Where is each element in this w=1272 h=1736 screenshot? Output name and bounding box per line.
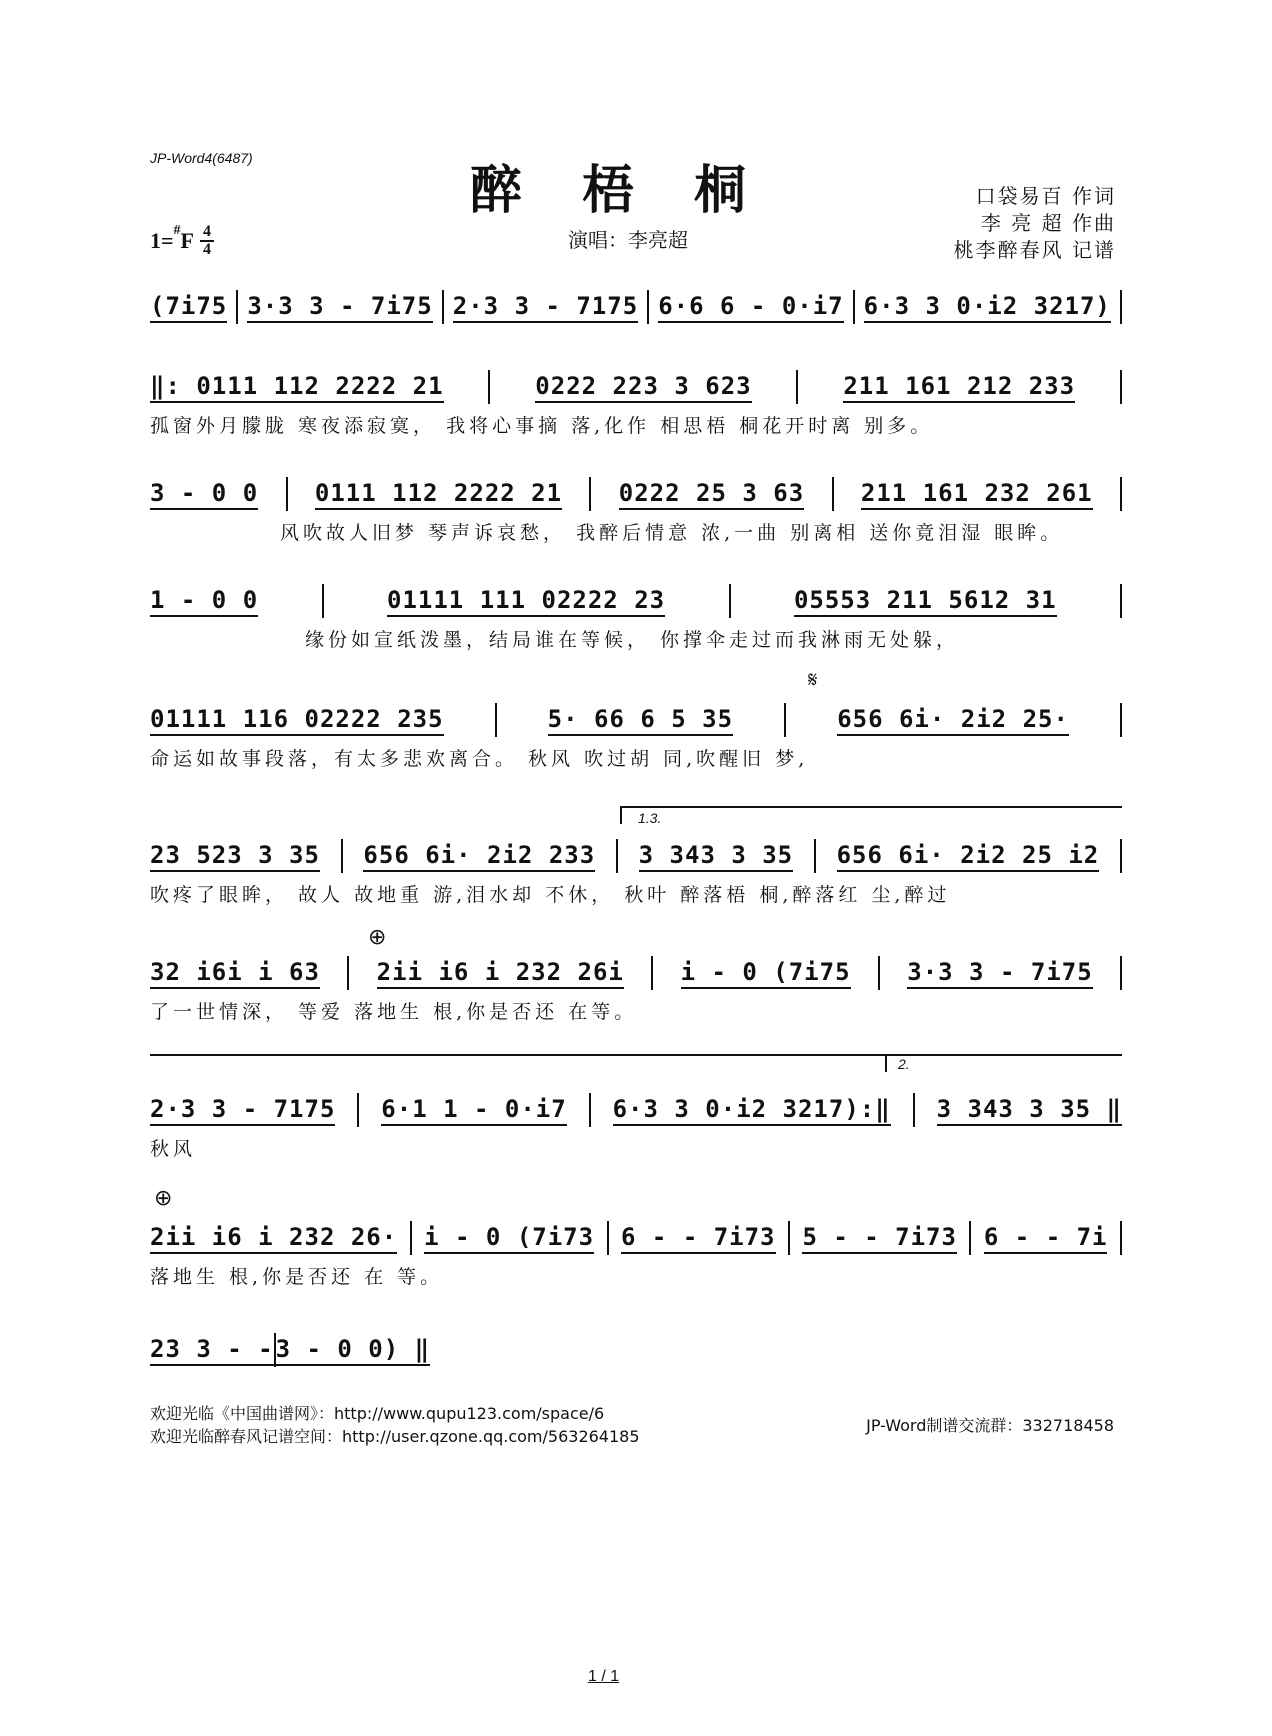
key-note: F xyxy=(180,228,194,253)
notes-row xyxy=(150,287,1122,327)
lyrics-line: 吹疼了眼眸， 故人 故地重 游,泪水却 不休， 秋叶 醉落梧 桐,醉落红 尘,醉过 xyxy=(150,884,951,906)
time-bottom: 4 xyxy=(203,241,211,258)
footer-links xyxy=(150,1402,640,1448)
footer-group-info: JP-Word制谱交流群：332718458 xyxy=(866,1416,1114,1435)
barline xyxy=(442,290,444,324)
measure: (7i75 xyxy=(150,292,227,323)
lyrics-line: 孤窗外月朦胧 寒夜添寂寞， 我将心事摘 落,化作 相思梧 桐花开时离 别多。 xyxy=(150,415,934,437)
measure: 23 523 3 35 xyxy=(150,841,320,872)
composer-credit: 李 亮 超 作曲 xyxy=(980,211,1116,235)
barline xyxy=(969,1221,971,1255)
measure: 6·3 3 0·i2 3217):‖ xyxy=(613,1095,891,1126)
barline xyxy=(357,1093,359,1127)
volta-bracket-2 xyxy=(885,1054,887,1072)
notes-row xyxy=(150,581,1122,621)
volta-label: 1.3. xyxy=(638,810,662,826)
barline xyxy=(1120,839,1122,873)
key-signature xyxy=(150,224,214,258)
measure: 1 - 0 0 xyxy=(150,586,258,617)
lyrics-line: 落地生 根,你是否还 在 等。 xyxy=(150,1266,444,1288)
transcriber-credit: 桃李醉春风 记谱 xyxy=(953,238,1116,262)
measure: 5· 66 6 5 35 xyxy=(548,705,733,736)
barline xyxy=(589,477,591,511)
barline xyxy=(286,477,288,511)
lyrics-line: 风吹故人旧梦 琴声诉哀愁， 我醉后情意 浓,一曲 别离相 送你竟泪湿 眼眸。 xyxy=(280,522,1064,544)
measure: 6·3 3 0·i2 3217) xyxy=(864,292,1111,323)
barline xyxy=(1120,477,1122,511)
volta-label: 2. xyxy=(898,1056,910,1072)
barline xyxy=(1120,290,1122,324)
barline xyxy=(322,584,324,618)
barline xyxy=(347,956,349,990)
notes-row xyxy=(150,1090,1122,1130)
measure: i - 0 (7i73 xyxy=(424,1223,594,1254)
measure: 01111 111 02222 23 xyxy=(387,586,665,617)
singer: 演唱：李亮超 xyxy=(568,228,688,252)
lyrics-line: 了一世情深， 等爱 落地生 根,你是否还 在等。 xyxy=(150,1001,638,1023)
barline xyxy=(1120,370,1122,404)
lyrics-line: 秋风 xyxy=(150,1138,197,1160)
volta-line-1 xyxy=(150,1054,1122,1056)
barline xyxy=(788,1221,790,1255)
measure: i - 0 (7i75 xyxy=(681,958,851,989)
barline xyxy=(1120,584,1122,618)
barline xyxy=(784,703,786,737)
barline xyxy=(1120,703,1122,737)
lyrics-line: 缘份如宣纸泼墨，结局谁在等候， 你撑伞走过而我淋雨无处躲， xyxy=(305,629,960,651)
barline xyxy=(878,956,880,990)
barline xyxy=(616,839,618,873)
measure: 6 - - 7i73 xyxy=(621,1223,776,1254)
barline xyxy=(410,1221,412,1255)
measure: 5 - - 7i73 xyxy=(802,1223,957,1254)
barline xyxy=(341,839,343,873)
measure: 656 6i· 2i2 25· xyxy=(837,705,1069,736)
measure: 3 343 3 35 ‖ xyxy=(937,1095,1122,1126)
coda-mark: ⊕ xyxy=(154,1186,173,1211)
credits xyxy=(954,183,1116,264)
barline xyxy=(495,703,497,737)
barline xyxy=(607,1221,609,1255)
measure: 656 6i· 2i2 233 xyxy=(363,841,595,872)
volta-bracket xyxy=(620,806,622,824)
measure: 3·3 3 - 7i75 xyxy=(247,292,432,323)
song-title: 醉梧桐 xyxy=(470,160,807,221)
measure: 2ii i6 i 232 26i xyxy=(377,958,624,989)
measure: 6 - - 7i xyxy=(984,1223,1108,1254)
notes-row xyxy=(150,700,1122,740)
segno-mark: 𝄋 xyxy=(808,668,818,693)
measure: 2ii i6 i 232 26· xyxy=(150,1223,397,1254)
measure: 2·3 3 - 7175 xyxy=(150,1095,335,1126)
measure: 23 3 - - xyxy=(150,1335,274,1366)
time-top: 4 xyxy=(203,223,211,240)
barline xyxy=(589,1093,591,1127)
barline xyxy=(236,290,238,324)
lyrics-line: 命运如故事段落，有太多悲欢离合。 秋风 吹过胡 同,吹醒旧 梦, xyxy=(150,748,809,770)
software-label: JP-Word4(6487) xyxy=(150,150,253,166)
barline xyxy=(814,839,816,873)
volta-line xyxy=(620,806,1122,808)
notes-row xyxy=(150,367,1122,407)
notes-row xyxy=(150,836,1122,876)
measure: 3 - 0 0 xyxy=(150,479,258,510)
barline xyxy=(647,290,649,324)
barline xyxy=(651,956,653,990)
measure: 3·3 3 - 7i75 xyxy=(907,958,1092,989)
measure: 0222 25 3 63 xyxy=(619,479,804,510)
notes-row xyxy=(150,1330,431,1370)
barline xyxy=(832,477,834,511)
measure: ‖: 0111 112 2222 21 xyxy=(150,372,444,403)
notes-row xyxy=(150,474,1122,514)
coda-mark: ⊕ xyxy=(368,925,387,950)
footer-line-1: 欢迎光临《中国曲谱网》：http://www.qupu123.com/space/6 xyxy=(150,1404,605,1423)
measure: 6·1 1 - 0·i7 xyxy=(381,1095,566,1126)
sharp-sign: # xyxy=(173,223,181,238)
key-prefix: 1= xyxy=(150,228,174,253)
barline xyxy=(729,584,731,618)
time-signature xyxy=(200,224,214,258)
measure: 211 161 232 261 xyxy=(861,479,1093,510)
page-number: 1 / 1 xyxy=(588,1668,620,1685)
barline xyxy=(796,370,798,404)
measure: 6·6 6 - 0·i7 xyxy=(658,292,843,323)
barline xyxy=(853,290,855,324)
measure: 05553 211 5612 31 xyxy=(794,586,1057,617)
lyricist-credit: 口袋易百 作词 xyxy=(975,184,1116,208)
measure: 0222 223 3 623 xyxy=(535,372,751,403)
measure: 3 - 0 0) ‖ xyxy=(276,1335,431,1366)
measure: 0111 112 2222 21 xyxy=(315,479,562,510)
measure: 3 343 3 35 xyxy=(639,841,794,872)
barline xyxy=(913,1093,915,1127)
measure: 656 6i· 2i2 25 i2 xyxy=(837,841,1100,872)
measure: 211 161 212 233 xyxy=(843,372,1075,403)
notes-row xyxy=(150,1218,1122,1258)
barline xyxy=(1120,1221,1122,1255)
measure: 01111 116 02222 235 xyxy=(150,705,444,736)
measure: 32 i6i i 63 xyxy=(150,958,320,989)
measure: 2·3 3 - 7175 xyxy=(453,292,638,323)
footer-line-2: 欢迎光临醉春风记谱空间：http://user.qzone.qq.com/563264185 xyxy=(150,1427,640,1446)
barline xyxy=(1120,956,1122,990)
barline xyxy=(488,370,490,404)
notes-row xyxy=(150,953,1122,993)
